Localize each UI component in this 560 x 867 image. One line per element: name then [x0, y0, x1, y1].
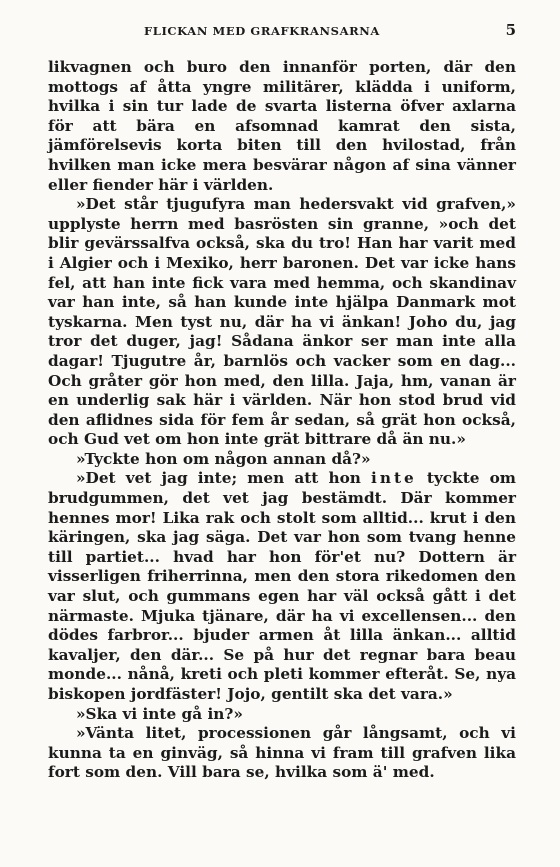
- page-number: 5: [505, 21, 516, 39]
- paragraph-4-part-1: »Det vet jag inte; men att hon: [76, 469, 372, 488]
- body-text: [48, 58, 516, 783]
- page-header: [48, 20, 516, 50]
- paragraph-5: »Ska vi inte gå in?»: [76, 704, 243, 723]
- running-title: FLICKAN MED GRAFKRANSARNA: [144, 24, 380, 38]
- paragraph-1: likvagnen och buro den innanför porten, där den mottogs af åtta yngre militärer, klädda i uniform, hvilka i sin tur lade de svarta listerna öfver axlarna för att bära en afsomnad kamrat den sista, jämförelsevis korta biten till den hvilostad, från hvilken man icke mera besvärar någon af sina vänner eller fiender här i världen.: [48, 58, 516, 194]
- emphasized-word: inte: [371, 469, 417, 488]
- paragraph-3: »Tyckte hon om någon annan då?»: [76, 449, 371, 468]
- paragraph-4: [48, 469, 516, 704]
- paragraph-4-part-2: tyckte om brudgummen, det vet jag bestämdt. Där kommer hennes mor! Lika rak och stolt som alltid... krut i den käringen, ska jag säga. Det var hon som tvang henne till partiet... hvad har hon för'et nu? Dottern är visserligen friherrinna, men den stora rikedomen den var slut, och gummans egen har väl också gått i det närmaste. Mjuka tjänare, där ha vi excellensen... den dödes farbror... bjuder armen åt lilla änkan... alltid kavaljer, den där... Se på hur det regnar bara beau monde... nånå, kreti och pleti kommer efteråt. Se, nya biskopen jordfäster! Jojo, gentilt ska det vara.»: [48, 469, 516, 703]
- paragraph-6: »Vänta litet, processionen går långsamt, och vi kunna ta en ginväg, så hinna vi fram till grafven lika fort som den. Vill bara se, hvilka som ä' med.: [48, 724, 516, 782]
- paragraph-2: »Det står tjugufyra man hedersvakt vid grafven,» upplyste herrn med basrösten sin granne, »och det blir gevärssalfva också, ska du tro! Han har varit med i Algier och i Mexiko, herr baronen. Det var icke hans fel, att han inte fick vara med hemma, och skandinav var han inte, så han kunde inte hjälpa Danmark mot tyskarna. Men tyst nu, där ha vi änkan! Joho du, jag tror det duger, jag! Sådana änkor ser man inte alla dagar! Tjugutre år, barnlös och vacker som en dag... Och gråter gör hon med, den lilla. Jaja, hm, vanan är en underlig sak här i världen. När hon stod brud vid den aflidnes sida för fem år sedan, så grät hon också, och Gud vet om hon inte grät bittrare då än nu.»: [48, 195, 516, 449]
